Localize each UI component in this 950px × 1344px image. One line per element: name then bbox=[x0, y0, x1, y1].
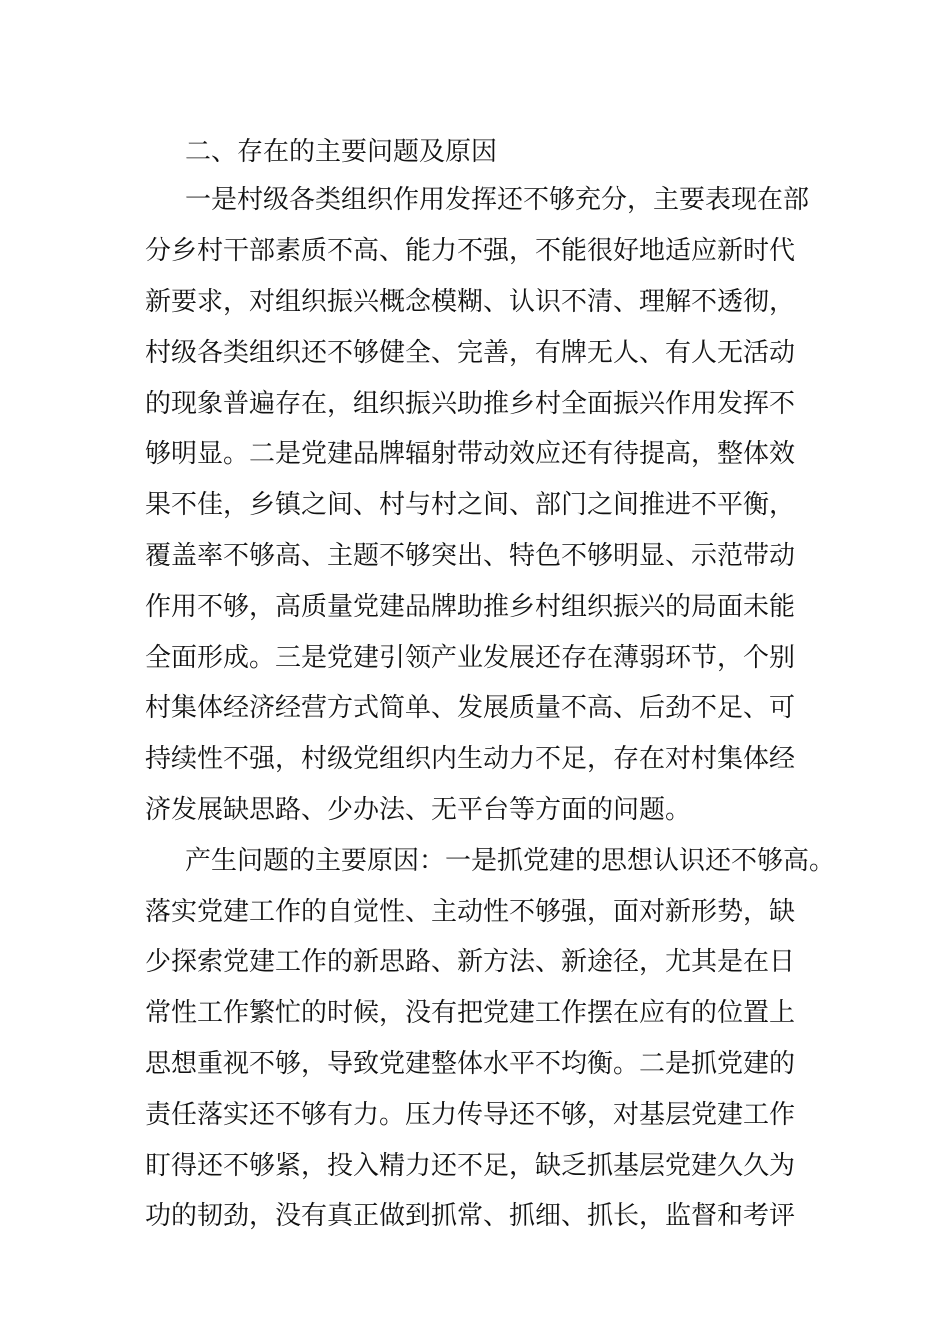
paragraph-1-line: 覆盖率不够高、主题不够突出、特色不够明显、示范带动 bbox=[145, 541, 796, 571]
paragraph-1-line: 村集体经济经营方式简单、发展质量不高、后劲不足、可 bbox=[145, 693, 796, 723]
paragraph-2-line: 功的韧劲，没有真正做到抓常、抓细、抓长，监督和考评 bbox=[145, 1201, 796, 1231]
paragraph-2-line: 思想重视不够，导致党建整体水平不均衡。二是抓党建的 bbox=[145, 1049, 796, 1079]
paragraph-1-line: 一是村级各类组织作用发挥还不够充分，主要表现在部 bbox=[185, 185, 810, 215]
paragraph-1-line: 全面形成。三是党建引领产业发展还存在薄弱环节，个别 bbox=[145, 643, 796, 673]
paragraph-2-line: 常性工作繁忙的时候，没有把党建工作摆在应有的位置上 bbox=[145, 998, 796, 1028]
paragraph-1-line: 分乡村干部素质不高、能力不强，不能很好地适应新时代 bbox=[145, 236, 796, 266]
paragraph-1-line: 够明显。二是党建品牌辐射带动效应还有待提高，整体效 bbox=[145, 439, 796, 469]
paragraph-1-line: 新要求，对组织振兴概念模糊、认识不清、理解不透彻， bbox=[145, 287, 796, 317]
paragraph-1-line: 村级各类组织还不够健全、完善，有牌无人、有人无活动 bbox=[145, 338, 796, 368]
paragraph-2-line: 少探索党建工作的新思路、新方法、新途径，尤其是在日 bbox=[145, 947, 796, 977]
paragraph-1-line: 果不佳，乡镇之间、村与村之间、部门之间推进不平衡， bbox=[145, 490, 796, 520]
paragraph-1-line: 作用不够，高质量党建品牌助推乡村组织振兴的局面未能 bbox=[145, 592, 796, 622]
paragraph-2-line: 产生问题的主要原因：一是抓党建的思想认识还不够高。 bbox=[185, 846, 836, 876]
paragraph-1-line: 济发展缺思路、少办法、无平台等方面的问题。 bbox=[145, 795, 692, 825]
paragraph-2-line: 责任落实还不够有力。压力传导还不够，对基层党建工作 bbox=[145, 1100, 796, 1130]
paragraph-2-line: 落实党建工作的自觉性、主动性不够强，面对新形势，缺 bbox=[145, 897, 796, 927]
paragraph-1-line: 的现象普遍存在，组织振兴助推乡村全面振兴作用发挥不 bbox=[145, 389, 796, 419]
section-heading: 二、存在的主要问题及原因 bbox=[185, 137, 498, 167]
paragraph-1-line: 持续性不强，村级党组织内生动力不足，存在对村集体经 bbox=[145, 744, 796, 774]
paragraph-2-line: 盯得还不够紧，投入精力还不足，缺乏抓基层党建久久为 bbox=[145, 1151, 796, 1181]
